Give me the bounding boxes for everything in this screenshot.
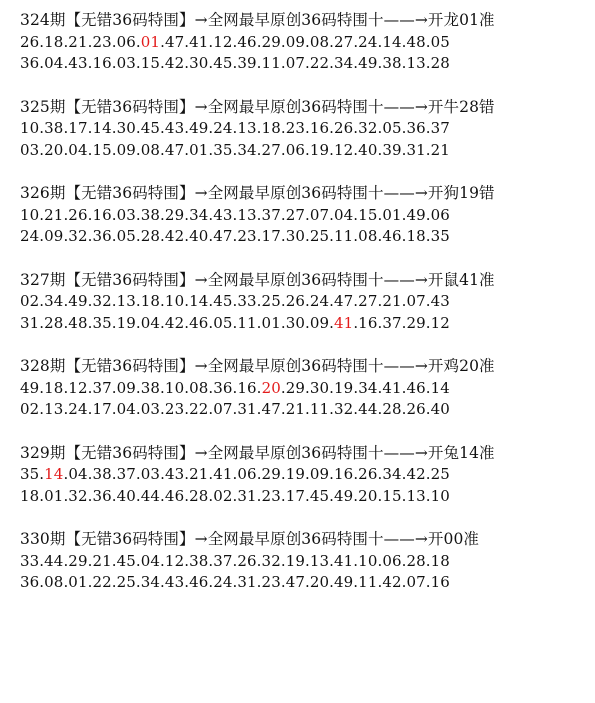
highlighted-number: 14 [44, 465, 64, 483]
number-row [20, 486, 595, 508]
number-sequence: 36.04.43.16.03.15.42.30.45.39.11.07.22.34.49.38.13.28 [20, 54, 450, 72]
number-row [20, 551, 595, 573]
number-sequence: .47.41.12.46.29.09.08.27.24.14.48.05 [160, 32, 450, 51]
number-sequence: .16.37.29.12 [353, 313, 450, 332]
number-sequence: 26.18.21.23.06. [20, 32, 141, 51]
period-title: 324期【无错36码特围】→全网最早原创36码特围十——→开龙01准 [20, 11, 495, 29]
number-sequence: 10.38.17.14.30.45.43.49.24.13.18.23.16.26.32.05.36.37 [20, 119, 450, 137]
period-title: 325期【无错36码特围】→全网最早原创36码特围十——→开牛28错 [20, 97, 495, 116]
number-row [20, 291, 595, 313]
number-row [20, 205, 595, 227]
number-row [20, 313, 595, 335]
period-block [20, 529, 595, 594]
number-row [20, 32, 595, 54]
number-sequence: 49.18.12.37.09.38.10.08.36.16. [20, 378, 262, 397]
highlighted-number: 41 [334, 313, 354, 332]
period-title: 329期【无错36码特围】→全网最早原创36码特围十——→开兔14准 [20, 443, 495, 462]
number-sequence: 02.34.49.32.13.18.10.14.45.33.25.26.24.47.27.21.07.43 [20, 292, 450, 310]
period-title: 330期【无错36码特围】→全网最早原创36码特围十——→开00准 [20, 530, 480, 548]
number-sequence: 02.13.24.17.04.03.23.22.07.31.47.21.11.32.44.28.26.40 [20, 400, 450, 418]
number-sequence: 18.01.32.36.40.44.46.28.02.31.23.17.45.49.20.15.13.10 [20, 486, 450, 505]
period-block [20, 10, 595, 75]
period-title: 327期【无错36码特围】→全网最早原创36码特围十——→开鼠41准 [20, 270, 495, 289]
number-row [20, 140, 595, 162]
number-sequence: 36.08.01.22.25.34.43.46.24.31.23.47.20.49.11.42.07.16 [20, 573, 450, 591]
highlighted-number: 01 [140, 32, 161, 51]
period-title: 328期【无错36码特围】→全网最早原创36码特围十——→开鸡20准 [20, 357, 495, 375]
period-block [20, 356, 595, 421]
number-sequence: 03.20.04.15.09.08.47.01.35.34.27.06.19.12.40.39.31.21 [20, 140, 450, 159]
period-title: 326期【无错36码特围】→全网最早原创36码特围十——→开狗19错 [20, 184, 495, 202]
period-block [20, 270, 595, 335]
number-sequence: 31.28.48.35.19.04.42.46.05.11.01.30.09. [20, 313, 335, 332]
number-row [20, 378, 595, 400]
number-sequence: 10.21.26.16.03.38.29.34.43.13.37.27.07.04.15.01.49.06 [20, 205, 450, 224]
period-block [20, 97, 595, 162]
number-row [20, 118, 595, 140]
number-row [20, 464, 595, 486]
number-row [20, 572, 595, 594]
number-row [20, 399, 595, 421]
number-row [20, 53, 595, 75]
number-sequence: .04.38.37.03.43.21.41.06.29.19.09.16.26.34.42.25 [63, 465, 450, 483]
number-row [20, 226, 595, 248]
number-sequence: 33.44.29.21.45.04.12.38.37.26.32.19.13.41.10.06.28.18 [20, 551, 450, 570]
number-sequence: 24.09.32.36.05.28.42.40.47.23.17.30.25.11.08.46.18.35 [20, 227, 450, 245]
number-sequence: 35. [20, 465, 45, 483]
number-sequence: .29.30.19.34.41.46.14 [280, 378, 450, 397]
highlighted-number: 20 [261, 378, 281, 397]
period-block [20, 443, 595, 508]
period-block [20, 183, 595, 248]
